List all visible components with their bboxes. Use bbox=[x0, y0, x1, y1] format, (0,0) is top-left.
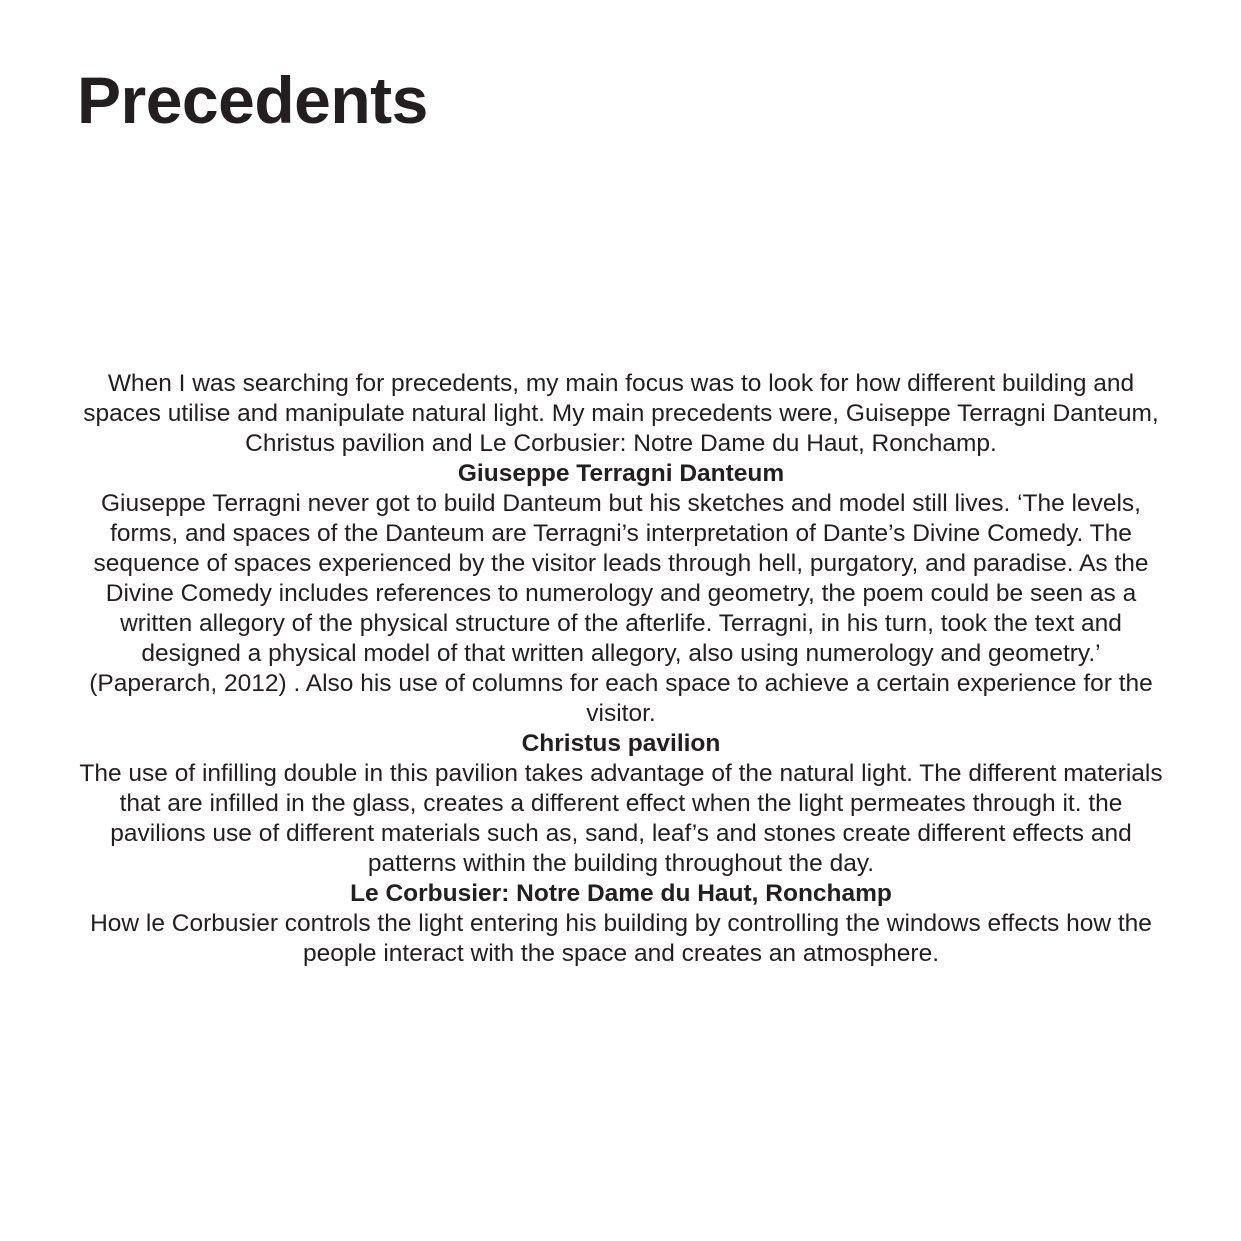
section-body-ronchamp: How le Corbusier controls the light entering his building by controlling the windows effects how the people interact with the space and creates an atmosphere. bbox=[90, 910, 1152, 967]
section-heading-ronchamp: Le Corbusier: Notre Dame du Haut, Ronchamp bbox=[350, 880, 892, 907]
intro-paragraph: When I was searching for precedents, my main focus was to look for how different building and spaces utilise and manipulate natural light. My main precedents were, Guiseppe Terragni Danteum, Christus pavilion and Le Corbusier: Notre Dame du Haut, Ronchamp. bbox=[83, 370, 1159, 457]
page-title: Precedents bbox=[77, 63, 428, 137]
section-body-christus-pavilion: The use of infilling double in this pavilion takes advantage of the natural light. The different materials that are infilled in the glass, creates a different effect when the light permeates through it. the pavilions use of different materials such as, sand, leaf’s and stones create different effects and patterns within the building throughout the day. bbox=[79, 760, 1163, 877]
section-body-danteum: Giuseppe Terragni never got to build Danteum but his sketches and model still lives. ‘The levels, forms, and spaces of the Danteum are Terragni’s interpretation of Dante’s Divine Comedy. The sequence of spaces experienced by the visitor leads through hell, purgatory, and paradise. As the Divine Comedy includes references to numerology and geometry, the poem could be seen as a written allegory of the physical structure of the afterlife. Terragni, in his turn, took the text and designed a physical model of that written allegory, also using numerology and geometry.’ (Paperarch, 2012) . Also his use of columns for each space to achieve a certain experience for the visitor. bbox=[89, 490, 1153, 727]
section-heading-danteum: Giuseppe Terragni Danteum bbox=[457, 460, 785, 487]
body-text bbox=[76, 369, 1166, 969]
section-heading-christus-pavilion: Christus pavilion bbox=[521, 730, 721, 757]
